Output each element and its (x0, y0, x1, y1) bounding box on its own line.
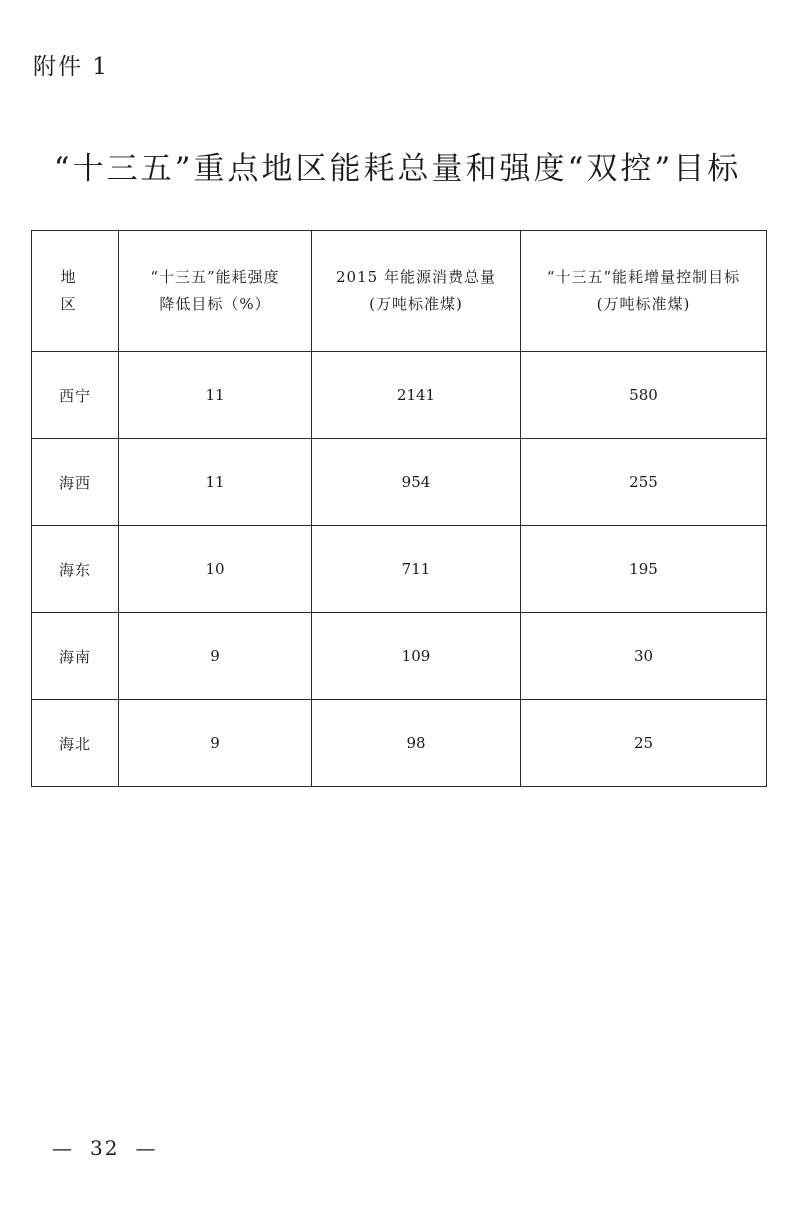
header-consumption-line-1: 2015 年能源消费总量 (336, 268, 496, 286)
increment-target-cell: 25 (521, 700, 767, 787)
document-title: “十三五”重点地区能耗总量和强度“双控”目标 (53, 151, 742, 187)
page-dash-right: — (135, 1136, 158, 1160)
consumption-2015-cell: 98 (312, 700, 521, 787)
increment-target-cell: 195 (521, 526, 767, 613)
intensity-reduction-cell: 11 (119, 352, 312, 439)
region-cell: 海南 (32, 613, 119, 700)
consumption-2015-cell: 109 (312, 613, 521, 700)
page-number: 32 (90, 1136, 120, 1160)
region-cell: 海东 (32, 526, 119, 613)
targets-table (31, 230, 767, 787)
increment-target-cell: 30 (521, 613, 767, 700)
page-dash-left: — (52, 1136, 74, 1160)
header-increment-line-1: “十三五”能耗增量控制目标 (546, 268, 741, 286)
increment-target-cell: 580 (521, 352, 767, 439)
intensity-reduction-cell: 10 (119, 526, 312, 613)
table-row (32, 352, 767, 439)
header-consumption-line-2: (万吨标准煤) (369, 295, 463, 313)
header-intensity-line-1: “十三五”能耗强度 (150, 268, 280, 286)
table-row (32, 439, 767, 526)
consumption-2015-cell: 711 (312, 526, 521, 613)
table-row (32, 700, 767, 787)
increment-target-cell: 255 (521, 439, 767, 526)
attachment-label: 附件 1 (33, 54, 109, 80)
header-row (32, 231, 767, 352)
region-cell: 西宁 (32, 352, 119, 439)
header-increment-line-2: (万吨标准煤) (596, 295, 691, 313)
intensity-reduction-cell: 9 (119, 700, 312, 787)
header-intensity-line-2: 降低目标（%） (159, 295, 271, 313)
table-row (32, 613, 767, 700)
region-cell: 海北 (32, 700, 119, 787)
header-region-label: 地 区 (60, 268, 90, 313)
header-increment-target (521, 231, 767, 352)
intensity-reduction-cell: 9 (119, 613, 312, 700)
header-intensity-reduction (119, 231, 312, 352)
header-region (32, 231, 119, 352)
header-consumption-2015 (312, 231, 521, 352)
table-body (32, 352, 767, 787)
page-footer (52, 1136, 157, 1160)
consumption-2015-cell: 2141 (312, 352, 521, 439)
intensity-reduction-cell: 11 (119, 439, 312, 526)
table-row (32, 526, 767, 613)
table-header (32, 231, 767, 352)
consumption-2015-cell: 954 (312, 439, 521, 526)
region-cell: 海西 (32, 439, 119, 526)
